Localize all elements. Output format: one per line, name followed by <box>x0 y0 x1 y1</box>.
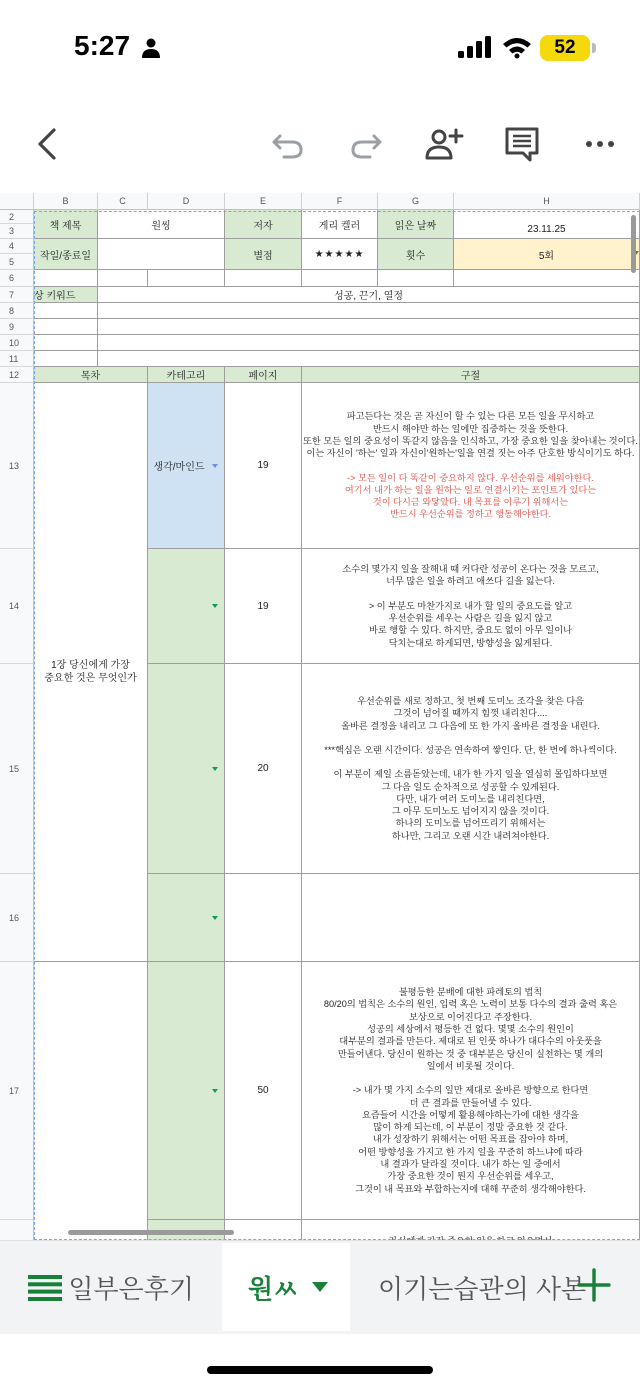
redo-icon[interactable] <box>346 124 386 164</box>
passage-line: 하나만, 그리고 오랜 시간 내려쳐야한다. <box>391 830 550 841</box>
empty-cell[interactable] <box>378 270 454 287</box>
note-line: 여기서 내가 하는 일을 원하는 일로 연결시키는 포인트가 있다는 <box>344 484 597 495</box>
row-header-8[interactable]: 8 <box>0 303 34 319</box>
passage-line: 불평등한 분배에 대한 파레토의 법칙 <box>398 987 543 998</box>
passage-cell-17[interactable] <box>302 962 640 1220</box>
empty-cell[interactable] <box>98 319 640 335</box>
sheet-tab-label: 원ㅆ <box>248 1273 299 1304</box>
passage-line: 보상으로 이어진다고 주장한다. <box>408 1011 533 1022</box>
row-header-14[interactable]: 14 <box>0 549 34 664</box>
passage-cell-14[interactable] <box>302 549 640 664</box>
sheet-tab[interactable] <box>354 1243 587 1331</box>
empty-cell[interactable] <box>34 270 98 287</box>
sheet-tab-active[interactable] <box>222 1243 350 1331</box>
passage-line: 많이 하게 되는데, 이 부분이 정말 중요한 것 같다. <box>373 1122 568 1133</box>
passage-line: 우선순위를 세우는 사람은 길을 잃지 않고 <box>388 613 553 623</box>
page-cell[interactable]: 19 <box>225 383 302 549</box>
passage-line: 파고든다는 것은 곧 자신이 할 수 있는 다른 모든 일을 무시하고 <box>346 411 595 422</box>
category-value: 생각/마인드 <box>153 462 205 473</box>
passage-line: 일에서 비롯될 것이다. <box>426 1060 515 1071</box>
category-dropdown[interactable] <box>148 549 225 664</box>
passage-line: 그것이 내 목표와 부합하는지에 대해 꾸준히 생각해야한다. <box>355 1183 586 1194</box>
column-header-d[interactable]: D <box>148 193 225 210</box>
row-header-17[interactable]: 17 <box>0 962 34 1220</box>
passage-line: -> 내가 몇 가지 소수의 일만 제대로 올바른 방향으로 한다면 <box>352 1085 589 1096</box>
page-cell[interactable] <box>225 874 302 962</box>
passage-line: 성공의 세상에서 평등한 건 없다. 몇몇 소수의 원인이 <box>367 1024 574 1035</box>
keyword-label: 상 키워드 <box>34 287 98 303</box>
read-date-value[interactable]: 23.11.25 <box>454 210 640 239</box>
undo-icon[interactable] <box>268 124 308 164</box>
row-header-4[interactable]: 4 <box>0 239 34 254</box>
passage-line: 그 다음 일도 순차적으로 성공할 수 있게된다. <box>381 781 560 792</box>
row-header-13[interactable]: 13 <box>0 383 34 549</box>
row-header-10[interactable]: 10 <box>0 335 34 351</box>
row-header-12[interactable]: 12 <box>0 367 34 383</box>
passage-line: 내가 성장하기 위해서는 어떤 목표를 잡아야 하며, <box>372 1134 569 1145</box>
vertical-scrollbar[interactable] <box>631 215 636 273</box>
dropdown-arrow-icon[interactable] <box>212 1089 218 1093</box>
page-cell[interactable]: 19 <box>225 549 302 664</box>
empty-cell[interactable] <box>34 303 98 319</box>
tab-dropdown-icon[interactable] <box>312 1282 328 1292</box>
row-header-5[interactable]: 5 <box>0 254 34 270</box>
chapter-line: 중요한 것은 무엇인가 <box>44 673 137 684</box>
page-header: 페이지 <box>225 367 302 383</box>
passage-line: ***핵심은 오랜 시간이다. 성공은 연속하여 쌓인다. 단, 한 번에 하나씩이다. <box>324 744 617 755</box>
passage-cell-13[interactable] <box>302 383 640 549</box>
empty-cell[interactable] <box>454 270 640 287</box>
empty-cell[interactable] <box>98 270 148 287</box>
passage-line: 올바른 결정을 내리고 그 다음에 또 한 가지 올바른 결정을 내린다. <box>341 720 600 731</box>
passage-line: 하나의 도미노를 넘어뜨리기 위해서는 <box>395 818 546 829</box>
page-cell[interactable]: 20 <box>225 664 302 874</box>
person-icon <box>142 38 160 58</box>
count-value-text: 5회 <box>538 250 555 262</box>
passage-line: 이는 자신이 '하는' 일과 자신이'원하는'일을 연결 짓는 아주 단호한 방식이기도 하다. <box>306 448 635 459</box>
passage-line: 더 큰 결과를 만들어낼 수 있다. <box>409 1097 532 1108</box>
passage-line: 요즘들어 시간을 어떻게 활용해야하는가에 대한 생각을 <box>362 1109 579 1120</box>
note-line: 것이 다시금 와닿았다. 내 목표를 이루기 위해서는 <box>372 497 569 508</box>
empty-cell[interactable] <box>98 335 640 351</box>
row-header-6[interactable]: 6 <box>0 270 34 287</box>
chapter-cell-empty[interactable] <box>34 962 148 1250</box>
passage-line: 바로 행할 수 있다. 하지만, 중요도 없이 아무 일이나 <box>368 625 573 636</box>
horizontal-scrollbar[interactable] <box>68 1230 234 1235</box>
rating-label: 별점 <box>225 239 302 270</box>
status-time: 5:27 <box>74 30 131 61</box>
sheet-list-menu-icon[interactable] <box>28 1275 62 1301</box>
status-bar <box>0 0 640 96</box>
note-line: 반드시 우선순위를 정하고 행동해야한다. <box>389 509 552 520</box>
empty-cell[interactable] <box>98 351 640 367</box>
dropdown-arrow-icon[interactable] <box>212 767 218 771</box>
select-all-corner[interactable] <box>0 193 34 210</box>
keyword-value[interactable]: 성공, 끈기, 열정 <box>98 287 640 303</box>
category-dropdown[interactable] <box>148 664 225 874</box>
passage-line: 그 아무 도미노도 넘어지지 않을 것이다. <box>391 806 550 817</box>
row-header-16[interactable]: 16 <box>0 874 34 962</box>
column-header-b[interactable]: B <box>34 193 98 210</box>
passage-line: 가장 중요한 것이 뭔지 우선순위를 세우고, <box>387 1171 554 1182</box>
empty-cell[interactable] <box>34 319 98 335</box>
empty-cell[interactable] <box>302 270 378 287</box>
book-title-label: 책 제목 <box>34 210 98 239</box>
book-title-value[interactable]: 원씽 <box>98 210 225 239</box>
category-dropdown[interactable] <box>148 383 225 549</box>
add-sheet-icon[interactable] <box>576 1267 612 1303</box>
passage-line: 이 부분이 제일 소름돋았는데, 내가 한 가지 일을 열심히 몰입하다보면 <box>333 769 608 780</box>
passage-cell-16[interactable] <box>302 874 640 962</box>
sheet-tab-bar <box>0 1240 640 1334</box>
empty-cell[interactable] <box>225 270 302 287</box>
dropdown-arrow-icon[interactable] <box>212 916 218 920</box>
passage-line: 내 결과가 달라질 것이다. 내가 하는 일 중에서 <box>380 1158 561 1169</box>
passage-line: 우선순위를 새로 정하고, 첫 번째 도미노 조각을 찾은 다음 <box>356 696 585 707</box>
note-line: -> 모든 일이 다 똑같이 중요하지 않다. 우선순위를 세워야한다. <box>347 472 594 483</box>
category-header: 카테고리 <box>148 367 225 383</box>
dropdown-arrow-icon[interactable] <box>212 464 218 468</box>
column-header-f[interactable]: F <box>302 193 378 210</box>
passage-line: 그것이 넘어질 때까지 힘껏 내리친다.... <box>393 708 548 719</box>
passage-line: 대부분의 결과를 만든다. 제대로 된 인풋 하나가 대다수의 아웃풋을 <box>339 1036 602 1047</box>
passage-line: > 이 부분도 마찬가지로 내가 할 일의 중요도를 알고 <box>368 600 573 611</box>
passage-line: 소수의 몇가지 일을 잘해내 때 커다란 성공이 온다는 것을 모르고, <box>342 564 599 575</box>
comment-icon[interactable] <box>502 124 542 164</box>
row-header-9[interactable]: 9 <box>0 319 34 335</box>
row-header-7[interactable]: 7 <box>0 287 34 303</box>
count-label: 횟수 <box>378 239 454 270</box>
author-label: 저자 <box>225 210 302 239</box>
battery-indicator: 52 <box>540 35 590 61</box>
author-value[interactable]: 게리 켈러 <box>302 210 378 239</box>
passage-header: 구절 <box>302 367 640 383</box>
battery-cap <box>592 43 596 53</box>
sheet-tab[interactable] <box>68 1243 218 1331</box>
row-header-15[interactable]: 15 <box>0 664 34 874</box>
start-end-date-value[interactable] <box>98 239 225 270</box>
empty-cell[interactable] <box>98 303 640 319</box>
start-end-date-label: 작일/종료일 <box>34 239 98 270</box>
page-cell[interactable]: 50 <box>225 962 302 1220</box>
row-header-3[interactable]: 3 <box>0 224 34 239</box>
read-date-label: 읽은 날짜 <box>378 210 454 239</box>
column-header-e[interactable]: E <box>225 193 302 210</box>
column-header-g[interactable]: G <box>378 193 454 210</box>
category-dropdown[interactable] <box>148 874 225 962</box>
back-icon[interactable] <box>28 124 68 164</box>
category-dropdown[interactable] <box>148 962 225 1220</box>
add-person-icon[interactable] <box>424 124 464 164</box>
more-options-icon[interactable] <box>580 124 620 164</box>
count-value[interactable] <box>454 239 640 270</box>
passage-line: 닥치는대로 하게되면, 방향성을 잃게된다. <box>388 637 553 648</box>
passage-line: 어떤 방향성을 가지고 한 가지 일을 꾸준히 하느냐에 따라 <box>358 1146 583 1157</box>
dropdown-arrow-icon[interactable] <box>212 604 218 608</box>
row-header-11[interactable]: 11 <box>0 351 34 367</box>
passage-line: 80/20의 법칙은 소수의 원인, 입력 혹은 노력이 보통 다수의 결과 출력 혹은 <box>323 999 618 1010</box>
passage-line: 너무 많은 일을 하려고 애쓰다 길을 잃는다. <box>386 576 555 587</box>
passage-line: 만들어낸다. 당신이 원하는 것 중 대부분은 당신이 실천하는 몇 개의 <box>337 1048 604 1059</box>
toc-header: 목차 <box>34 367 148 383</box>
sheet-tab-label: 일부은후기 <box>68 1273 194 1304</box>
empty-cell[interactable] <box>34 335 98 351</box>
toolbar <box>0 110 640 180</box>
column-header-c[interactable]: C <box>98 193 148 210</box>
sheet-tab-label: 이기는습관의 사본 <box>378 1273 587 1304</box>
wifi-icon <box>502 36 532 58</box>
row-header-2[interactable]: 2 <box>0 210 34 224</box>
chapter-line: 1장 당신에게 가장 <box>51 660 130 671</box>
passage-line: 다만, 내가 여러 도미노를 내리친다면, <box>396 793 545 804</box>
home-indicator[interactable] <box>207 1366 433 1374</box>
spreadsheet-grid[interactable] <box>0 193 640 1240</box>
passage-line: 반드시 해야만 하는 일에만 집중하는 것을 뜻한다. <box>372 423 569 434</box>
cellular-signal-icon <box>458 36 492 58</box>
passage-line: 또한 모든 일의 중요성이 똑같지 않음을 인식하고, 가장 중요한 일을 찾아내는 것이다. <box>303 435 638 446</box>
rating-value[interactable]: ★★★★★ <box>302 239 378 270</box>
chapter-cell[interactable] <box>34 383 148 962</box>
empty-cell[interactable] <box>148 270 225 287</box>
column-header-h[interactable]: H <box>454 193 640 210</box>
passage-cell-15[interactable] <box>302 664 640 874</box>
empty-cell[interactable] <box>34 351 98 367</box>
